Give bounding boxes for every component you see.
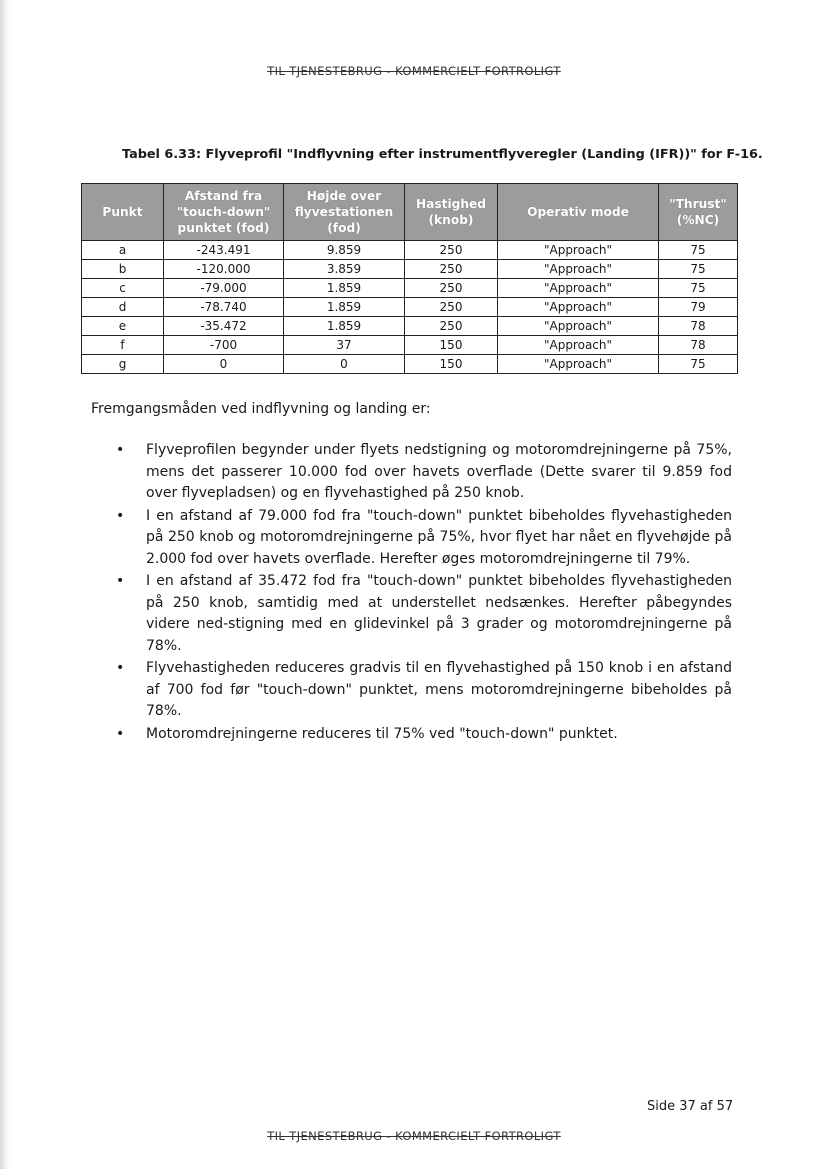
bullet-icon: • bbox=[116, 660, 125, 676]
table-cell: 250 bbox=[405, 241, 498, 260]
table-cell: 3.859 bbox=[284, 260, 405, 279]
table-cell: 78 bbox=[659, 336, 738, 355]
list-item-text: I en afstand af 35.472 fod fra "touch-down" punktet bibeholdes flyvehastigheden på 250 knob, samtidig med at understellet nedsænkes. Herefter påbegyndes videre ned-stigning med en glidevinkel på 3 grader og motoromdrejningerne på 78%. bbox=[146, 573, 732, 654]
table-cell: -35.472 bbox=[164, 317, 284, 336]
table-cell: 75 bbox=[659, 241, 738, 260]
table-cell: 78 bbox=[659, 317, 738, 336]
table-cell: 1.859 bbox=[284, 298, 405, 317]
table-cell: 75 bbox=[659, 279, 738, 298]
table-cell: 37 bbox=[284, 336, 405, 355]
table-cell: f bbox=[82, 336, 164, 355]
table-cell: 150 bbox=[405, 336, 498, 355]
list-item bbox=[112, 724, 732, 746]
flight-profile-table bbox=[81, 183, 738, 374]
column-header-speed: Hastighed (knob) bbox=[405, 184, 498, 241]
table-cell: "Approach" bbox=[498, 279, 659, 298]
table-cell: g bbox=[82, 355, 164, 374]
table-cell: a bbox=[82, 241, 164, 260]
table-cell: "Approach" bbox=[498, 355, 659, 374]
bullet-icon: • bbox=[116, 507, 125, 524]
table-row bbox=[82, 260, 738, 279]
table-row bbox=[82, 317, 738, 336]
list-item-text: Flyvehastigheden reduceres gradvis til en flyvehastighed på 150 knob i en afstand af 700 fod før "touch-down" punktet, mens motoromdrejningerne bibeholdes på 78%. bbox=[146, 660, 732, 719]
table-row bbox=[82, 336, 738, 355]
bullet-icon: • bbox=[116, 725, 125, 742]
list-item bbox=[112, 440, 732, 505]
table-row bbox=[82, 355, 738, 374]
table-caption: Tabel 6.33: Flyveprofil "Indflyvning efter instrumentflyveregler (Landing (IFR))" for F-16. bbox=[122, 147, 763, 162]
table-cell: c bbox=[82, 279, 164, 298]
table-cell: 75 bbox=[659, 355, 738, 374]
list-item-text: Motoromdrejningerne reduceres til 75% ved "touch-down" punktet. bbox=[146, 725, 618, 742]
table-cell: -79.000 bbox=[164, 279, 284, 298]
list-item bbox=[112, 658, 732, 723]
table-cell: "Approach" bbox=[498, 298, 659, 317]
table-cell: 250 bbox=[405, 317, 498, 336]
list-item-text: I en afstand af 79.000 fod fra "touch-down" punktet bibeholdes flyvehastigheden på 250 knob og motoromdrejningerne på 75%, hvor flyet har nået en flyvehøjde på 2.000 fod over havets overflade. Herefter øges motoromdrejningerne til 79%. bbox=[146, 507, 732, 567]
table-cell: b bbox=[82, 260, 164, 279]
table-cell: -243.491 bbox=[164, 241, 284, 260]
table-cell: -700 bbox=[164, 336, 284, 355]
table-cell: 9.859 bbox=[284, 241, 405, 260]
table-row bbox=[82, 298, 738, 317]
table-cell: 75 bbox=[659, 260, 738, 279]
procedure-list bbox=[112, 440, 732, 746]
table-cell: 1.859 bbox=[284, 317, 405, 336]
table-cell: "Approach" bbox=[498, 336, 659, 355]
column-header-thrust: "Thrust" (%NC) bbox=[659, 184, 738, 241]
list-item bbox=[112, 506, 732, 571]
procedure-intro: Fremgangsmåden ved indflyvning og landing er: bbox=[91, 401, 431, 417]
table-cell: 150 bbox=[405, 355, 498, 374]
table-cell: d bbox=[82, 298, 164, 317]
table-header-row bbox=[82, 184, 738, 241]
table-cell: "Approach" bbox=[498, 241, 659, 260]
table-cell: -78.740 bbox=[164, 298, 284, 317]
table-cell: 250 bbox=[405, 260, 498, 279]
list-item-text: Flyveprofilen begynder under flyets nedstigning og motoromdrejningerne på 75%, mens det passerer 10.000 fod over havets overflade (Dette svarer til 9.859 fod over flyvepladsen) og en flyvehastighed på 250 knob. bbox=[146, 442, 732, 501]
list-item bbox=[112, 571, 732, 657]
table-cell: -120.000 bbox=[164, 260, 284, 279]
table-cell: 1.859 bbox=[284, 279, 405, 298]
bullet-icon: • bbox=[116, 442, 125, 458]
table-cell: 0 bbox=[284, 355, 405, 374]
footer-classification: TIL TJENESTEBRUG - KOMMERCIELT FORTROLIGT bbox=[267, 1129, 561, 1143]
column-header-altitude: Højde over flyvestationen (fod) bbox=[284, 184, 405, 241]
column-header-distance: Afstand fra "touch-down" punktet (fod) bbox=[164, 184, 284, 241]
table-cell: e bbox=[82, 317, 164, 336]
table-cell: "Approach" bbox=[498, 317, 659, 336]
table-cell: 250 bbox=[405, 279, 498, 298]
table-cell: 79 bbox=[659, 298, 738, 317]
page-number: Side 37 af 57 bbox=[647, 1099, 734, 1114]
table-cell: 250 bbox=[405, 298, 498, 317]
table-row bbox=[82, 279, 738, 298]
page-scan-edge bbox=[0, 0, 10, 1169]
header-classification: TIL TJENESTEBRUG - KOMMERCIELT FORTROLIGT bbox=[267, 64, 561, 78]
column-header-mode: Operativ mode bbox=[498, 184, 659, 241]
table-cell: 0 bbox=[164, 355, 284, 374]
table-row bbox=[82, 241, 738, 260]
bullet-icon: • bbox=[116, 573, 125, 589]
column-header-point: Punkt bbox=[82, 184, 164, 241]
table-cell: "Approach" bbox=[498, 260, 659, 279]
